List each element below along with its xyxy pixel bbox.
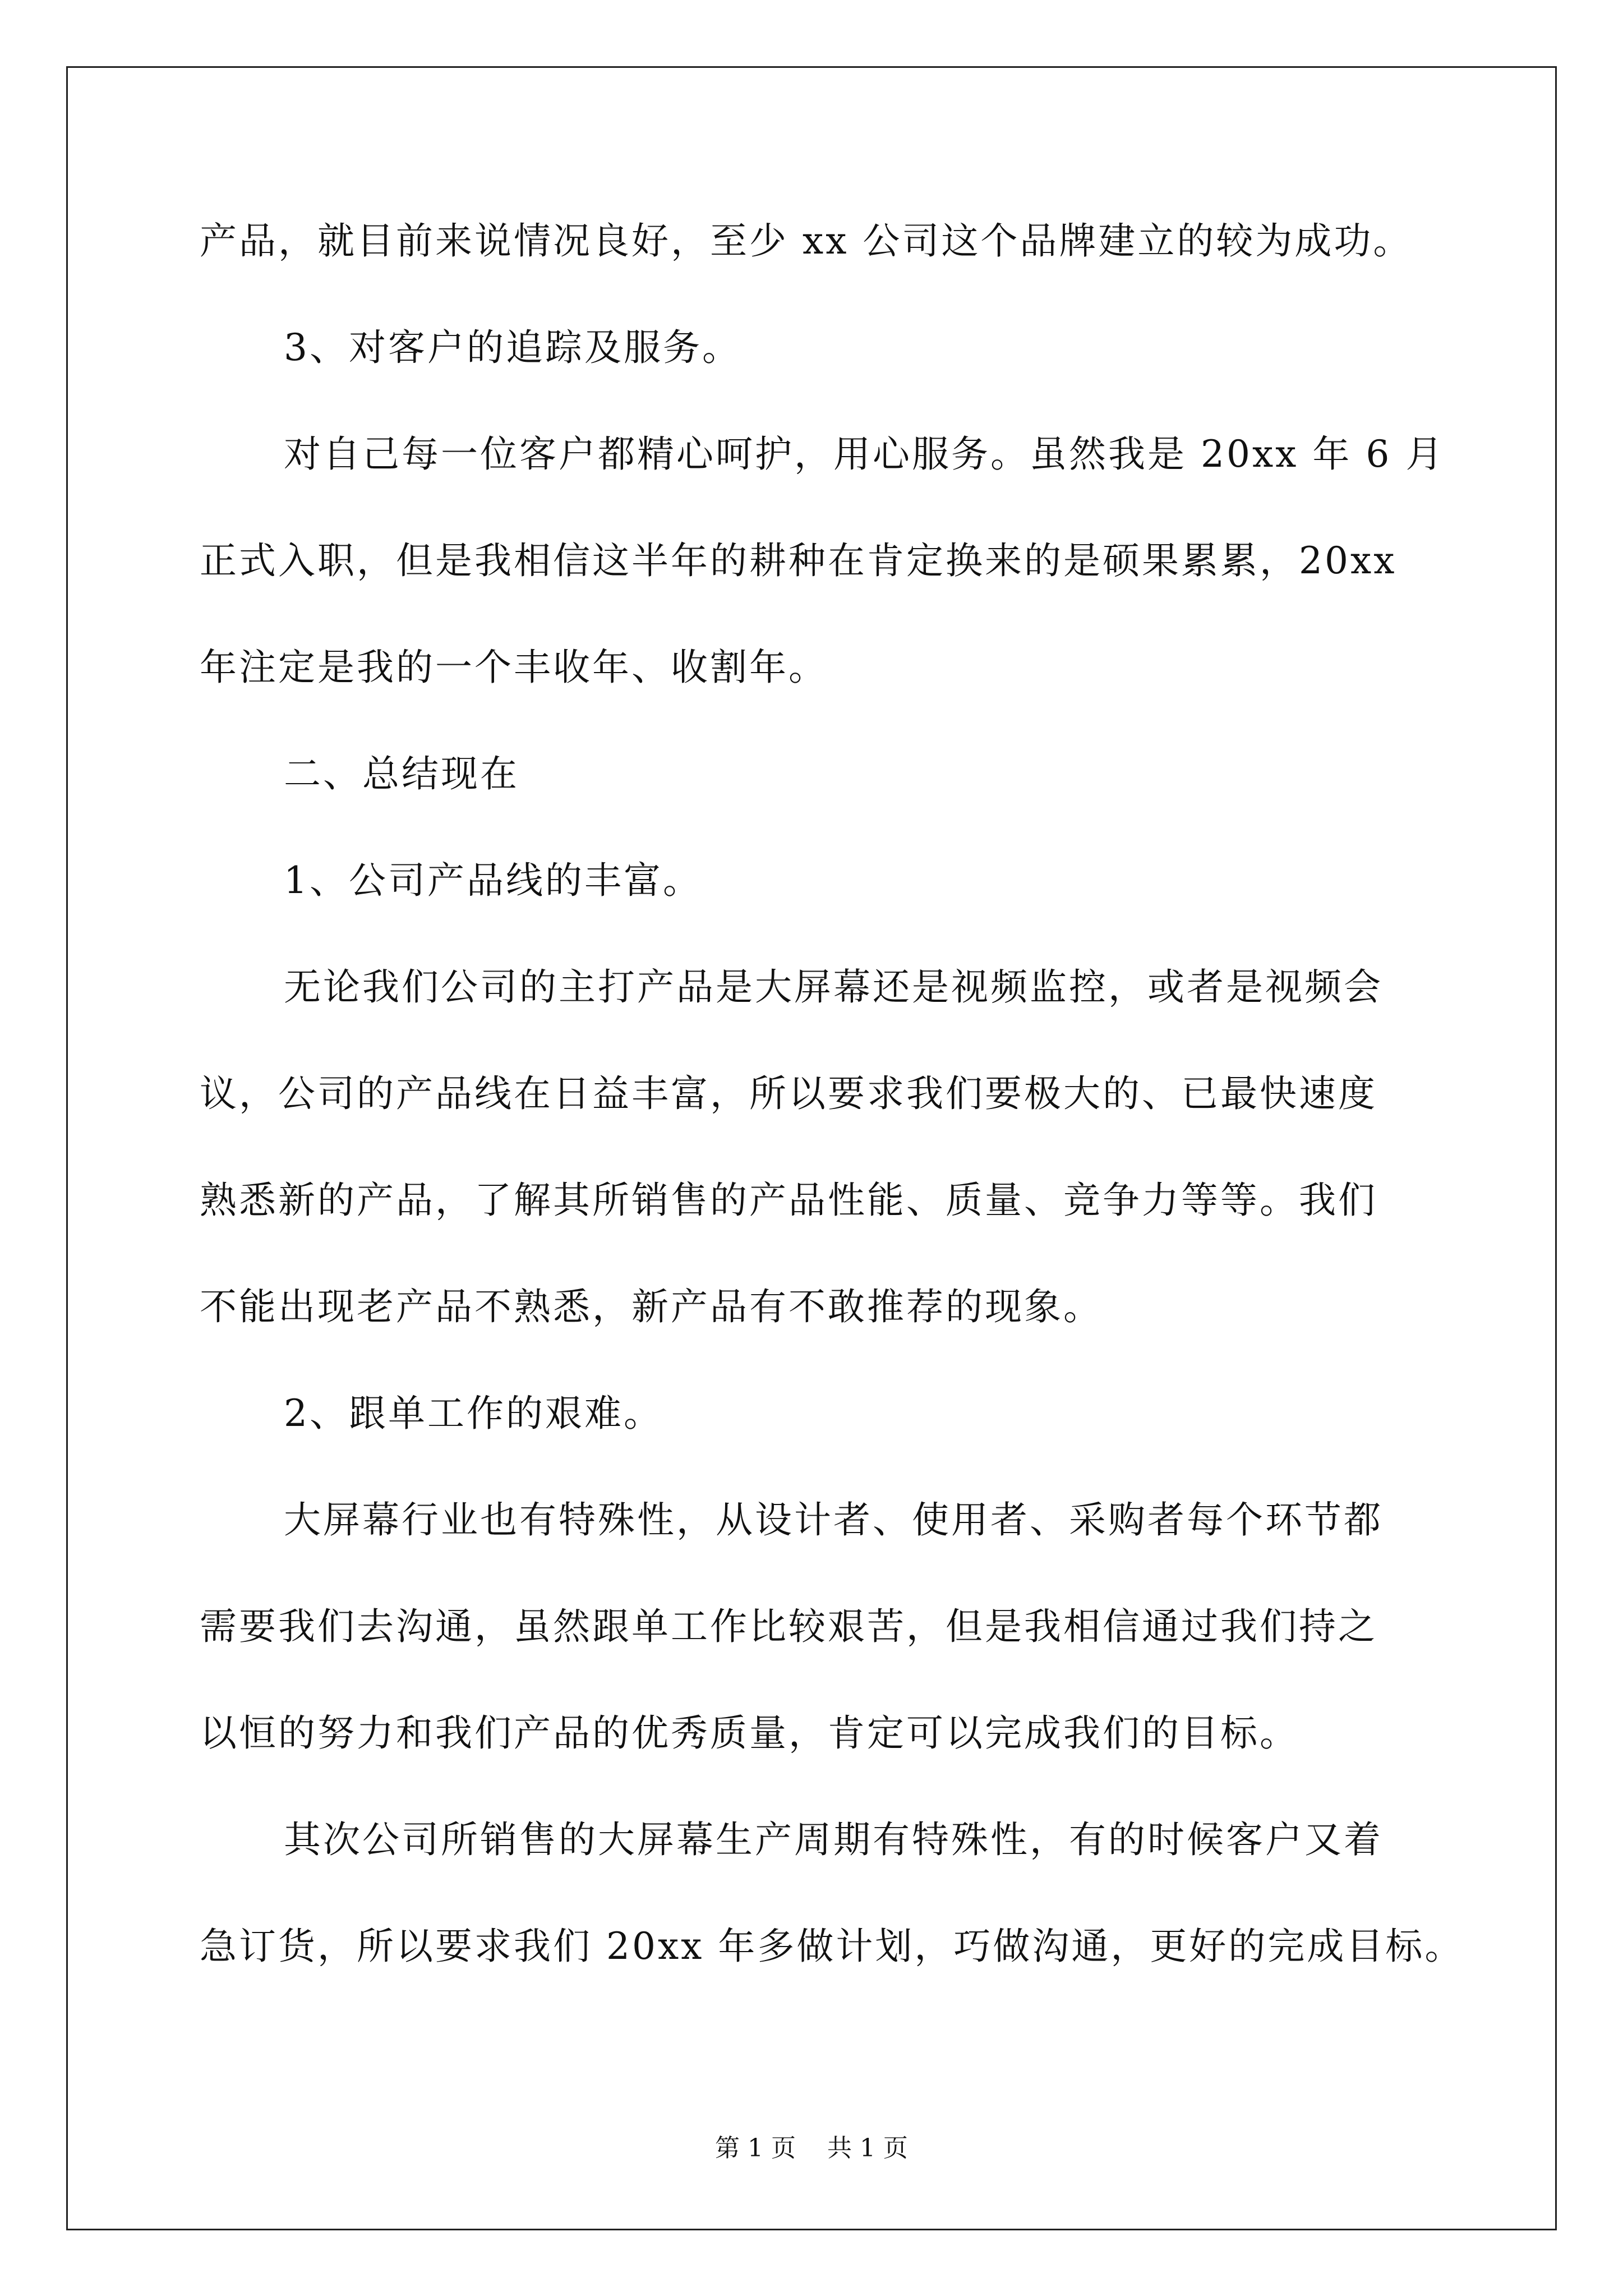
- page-number-footer: 第 1 页 共 1 页: [715, 2134, 908, 2162]
- text-line: 需要我们去沟通，虽然跟单工作比较艰苦，但是我相信通过我们持之: [200, 1605, 1377, 1648]
- subheading-follow-up: 2、跟单工作的艰难。: [284, 1392, 663, 1435]
- text-line: 熟悉新的产品，了解其所销售的产品性能、质量、竞争力等等。我们: [200, 1179, 1377, 1222]
- text-line: 以恒的努力和我们产品的优秀质量，肯定可以完成我们的目标。: [200, 1711, 1299, 1755]
- text-line: 对自己每一位客户都精心呵护，用心服务。虽然我是 20xx 年 6 月: [284, 432, 1445, 476]
- text-line: 年注定是我的一个丰收年、收割年。: [200, 646, 828, 689]
- text-line: 正式入职，但是我相信这半年的耕种在肯定换来的是硕果累累，20xx: [200, 539, 1397, 582]
- text-line: 其次公司所销售的大屏幕生产周期有特殊性，有的时候客户又着: [284, 1818, 1383, 1861]
- subheading-product-line: 1、公司产品线的丰富。: [284, 859, 702, 902]
- subheading-customer-service: 3、对客户的追踪及服务。: [284, 326, 741, 369]
- text-line: 不能出现老产品不熟悉，新产品有不敢推荐的现象。: [200, 1285, 1103, 1328]
- text-line: 产品，就目前来说情况良好，至少 xx 公司这个品牌建立的较为成功。: [200, 219, 1413, 263]
- text-line: 无论我们公司的主打产品是大屏幕还是视频监控，或者是视频会: [284, 965, 1383, 1009]
- text-line: 急订货，所以要求我们 20xx 年多做计划，巧做沟通，更好的完成目标。: [200, 1925, 1464, 1968]
- text-line: 议，公司的产品线在日益丰富，所以要求我们要极大的、已最快速度: [200, 1072, 1377, 1115]
- section-heading: 二、总结现在: [284, 752, 519, 795]
- text-line: 大屏幕行业也有特殊性，从设计者、使用者、采购者每个环节都: [284, 1498, 1383, 1542]
- page-border: [66, 66, 1557, 2230]
